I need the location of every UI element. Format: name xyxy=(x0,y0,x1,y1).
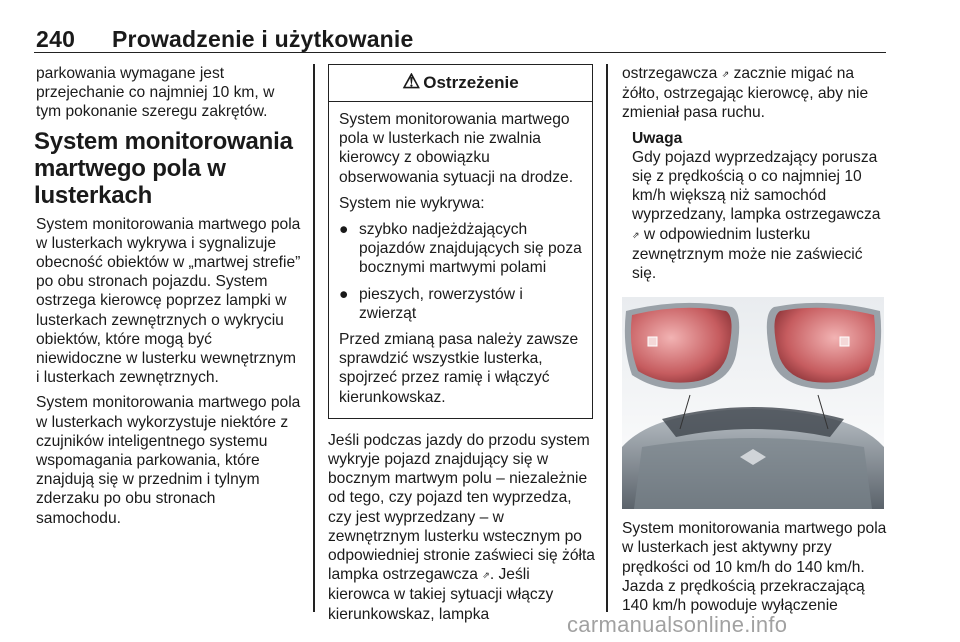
continuation-paragraph: ostrzegawcza ⇗ zacznie migać na żółto, ostrzegając kierowcę, aby nie zmieniał pasa ruchu. xyxy=(622,65,869,122)
column-2 xyxy=(328,64,595,630)
page-title: Prowadzenie i użytkowanie xyxy=(112,26,414,52)
detection-paragraph: Jeśli podczas jazdy do przodu system wykryje pojazd znajdujący się w bocznym martwym polu – niezależnie od tego, czy pojazd ten wyprzedza, czy jest wyprzedzany – w zewnętrznym lusterku wstecznym po odpowiedniej stronie zaświeci się żółta lampka ostrzegawcza ⇗. Jeśli kierowca w takiej sytuacji włączy kierunkowskaz, lampka xyxy=(328,431,595,623)
note-title: Uwaga xyxy=(632,129,683,147)
watermark: carmanualsonline.info xyxy=(567,612,788,637)
intro-paragraph: parkowania wymagane jest przejechanie co najmniej 10 km, w tym pokonanie szeregu zakrętów. xyxy=(36,65,275,121)
page-header xyxy=(34,26,886,53)
warning-list xyxy=(339,220,582,323)
warning-paragraph-2: System nie wykrywa: xyxy=(339,194,485,212)
list-item: ● szybko nadjeżdżających pojazdów znajdujących się poza bocznymi martwymi polami xyxy=(339,221,582,277)
blind-spot-indicator-icon: ⇗ xyxy=(482,570,490,581)
column-1 xyxy=(36,64,302,534)
list-item: ● pieszych, rowerzystów i zwierząt xyxy=(339,285,523,322)
car-mirrors-image xyxy=(622,297,884,509)
blind-spot-indicator-icon: ⇗ xyxy=(632,229,640,240)
column-divider-left xyxy=(313,64,315,612)
warning-box xyxy=(328,64,593,419)
description-paragraph-1: System monitorowania martwego pola w lusterkach wykrywa i sygnalizuje obecność obiektów w „martwej strefie” po obu stronach pojazdu. System ostrzega kierowcę poprzez lampki w lusterkach zewnętrznych o wykryciu obiektów, które mogą być niewidoczne w lusterku wewnętrznym i lusterkach zewnętrznych. xyxy=(36,215,301,387)
page-number: 240 xyxy=(36,26,76,52)
note-block xyxy=(622,129,890,284)
warning-header xyxy=(329,65,592,102)
mirror-illustration xyxy=(622,297,884,509)
warning-paragraph-3: Przed zmianą pasa należy zawsze sprawdzić wszystkie lusterka, spojrzeć przez ramię i włączyć kierunkowskaz. xyxy=(339,331,579,406)
bullet-icon: ● xyxy=(339,221,349,239)
column-3 xyxy=(622,64,890,621)
warning-body xyxy=(329,102,592,418)
speed-range-paragraph: System monitorowania martwego pola w lusterkach jest aktywny przy prędkości od 10 km/h do 140 km/h. Jazda z prędkością przekraczającą 140 km/h powoduje wyłączenie xyxy=(622,520,887,615)
column-divider-right xyxy=(606,64,608,612)
description-paragraph-2: System monitorowania martwego pola w lusterkach wykorzystuje niektóre z czujników inteligentnego systemu wspomagania parkowania, które znajdują się w przednim i tylnym zderzaku po obu stronach samochodu. xyxy=(36,394,301,527)
note-text: Gdy pojazd wyprzedzający porusza się z prędkością o co najmniej 10 km/h większą niż samochód wyprzedzany, lampka ostrzegawcza ⇗ w odpowiednim lusterku zewnętrznym może nie zaświecić się. xyxy=(632,148,881,283)
warning-title: Ostrzeżenie xyxy=(423,73,519,93)
warning-paragraph-1: System monitorowania martwego pola w lusterkach nie zwalnia kierowcy z obowiązku obserwowania sytuacji na drodze. xyxy=(339,111,574,186)
bullet-icon: ● xyxy=(339,285,349,303)
warning-triangle-icon: ⚠ xyxy=(402,71,421,94)
section-heading: System monitorowania martwego pola w lusterkach xyxy=(34,127,293,209)
blind-spot-indicator-icon: ⇗ xyxy=(721,69,730,79)
